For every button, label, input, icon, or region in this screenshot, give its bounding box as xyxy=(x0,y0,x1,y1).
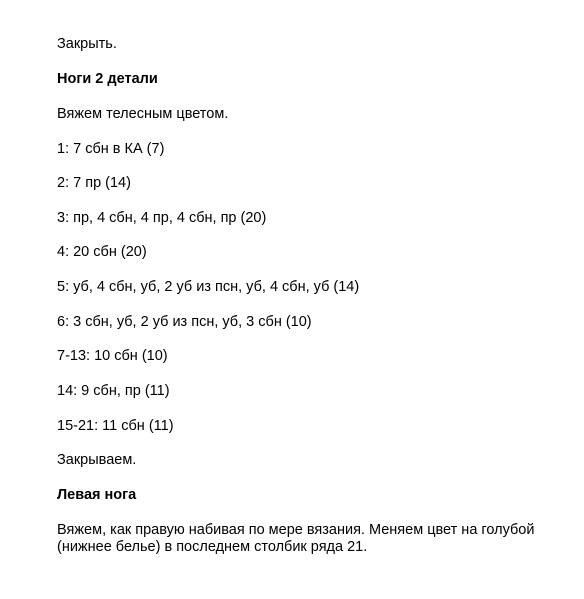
paragraph-line-2: (нижнее белье) в последнем столбик ряда 21. xyxy=(57,539,368,555)
row-instruction-4: 4: 20 сбн (20) xyxy=(57,244,147,260)
text-line-color: Вяжем телесным цветом. xyxy=(57,106,229,122)
row-instruction-5: 5: уб, 4 сбн, уб, 2 уб из псн, уб, 4 сбн, уб (14) xyxy=(57,279,360,295)
row-instruction-6: 6: 3 сбн, уб, 2 уб из псн, уб, 3 сбн (10) xyxy=(57,314,312,330)
row-instruction-2: 2: 7 пр (14) xyxy=(57,175,131,191)
text-line-closing: Закрываем. xyxy=(57,452,137,468)
row-instruction-1: 1: 7 сбн в КА (7) xyxy=(57,141,165,157)
text-line-close: Закрыть. xyxy=(57,36,117,52)
row-instruction-15-21: 15-21: 11 сбн (11) xyxy=(57,418,174,434)
row-instruction-3: 3: пр, 4 сбн, 4 пр, 4 сбн, пр (20) xyxy=(57,210,267,226)
section-heading-legs: Ноги 2 детали xyxy=(57,71,158,87)
paragraph-line-1: Вяжем, как правую набивая по мере вязания. Меняем цвет на голубой xyxy=(57,522,535,538)
row-instruction-14: 14: 9 сбн, пр (11) xyxy=(57,383,170,399)
section-heading-left-leg: Левая нога xyxy=(57,487,137,503)
row-instruction-7-13: 7-13: 10 сбн (10) xyxy=(57,348,168,364)
